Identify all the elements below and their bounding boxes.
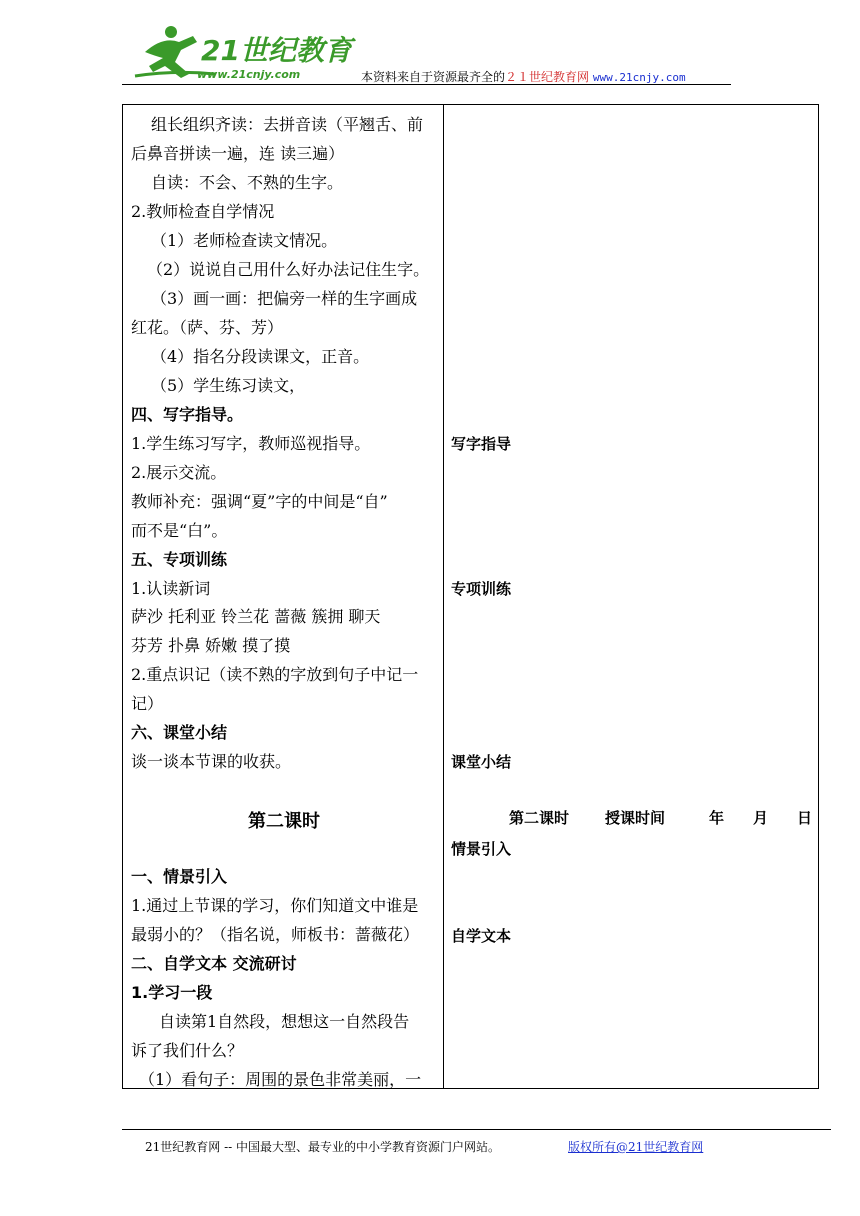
column-divider <box>443 105 444 1088</box>
content-line: 诉了我们什么？ <box>131 1041 244 1060</box>
content-line: 最弱小的？（指名说，师板书：蔷薇花） <box>131 925 420 944</box>
label-class-summary: 课堂小结 <box>451 753 512 771</box>
content-line: 1.通过上节课的学习，你们知道文中谁是 <box>131 896 419 915</box>
content-line: 1.学生练习写字，教师巡视指导。 <box>131 434 371 453</box>
content-line: （3）画一画：把偏旁一样的生字画成 <box>151 289 418 308</box>
content-line: （5）学生练习读文， <box>151 376 306 395</box>
second-lesson-label: 第二课时 <box>509 809 570 827</box>
label-scene-intro: 情景引入 <box>451 840 512 858</box>
vocabulary-line: 萨沙 托利亚 铃兰花 蔷薇 簇拥 聊天 <box>131 607 381 626</box>
footer-text: 21世纪教育网 -- 中国最大型、最专业的中小学教育资源门户网站。 <box>145 1140 501 1154</box>
content-line: 而不是“白”。 <box>131 521 228 540</box>
content-line: 记） <box>131 694 164 713</box>
label-self-study: 自学文本 <box>451 927 512 945</box>
section-heading: 六、课堂小结 <box>131 723 228 742</box>
content-line: 自读第1自然段，想想这一自然段告 <box>159 1012 410 1031</box>
day-label: 日 <box>797 809 813 827</box>
logo-image <box>135 22 352 84</box>
lesson-time-label: 授课时间 <box>605 809 666 827</box>
content-line: 2.教师检查自学情况 <box>131 202 275 221</box>
section-heading: 五、专项训练 <box>131 550 228 569</box>
label-writing-guidance: 写字指导 <box>451 435 512 453</box>
footer-copyright-link[interactable]: 版权所有@21世纪教育网 <box>568 1140 704 1154</box>
footer-rule <box>122 1129 831 1130</box>
header-prefix: 本资料来自于资源最齐全的 <box>361 70 506 84</box>
content-line: 2.展示交流。 <box>131 463 227 482</box>
content-line: 2.重点识记（读不熟的字放到句子中记一 <box>131 665 419 684</box>
year-label: 年 <box>709 809 725 827</box>
subsection-heading: 1.学习一段 <box>131 983 213 1002</box>
header-site-name[interactable]: ２１世纪教育网 <box>505 70 590 84</box>
header-site-url[interactable]: www.21cnjy.com <box>592 71 686 84</box>
logo-text: 21世纪教育 <box>201 34 352 67</box>
section-heading: 二、自学文本 交流研讨 <box>131 954 297 973</box>
header-rule <box>122 84 731 85</box>
label-special-training: 专项训练 <box>451 580 512 598</box>
lesson-table <box>122 104 819 1089</box>
content-line: （1）看句子：周围的景色非常美丽，一 <box>139 1070 422 1089</box>
content-line: 红花。（萨、芬、芳） <box>131 318 284 337</box>
logo-url: www.21cnjy.com <box>197 68 301 81</box>
content-line: （1）老师检查读文情况。 <box>151 231 338 250</box>
second-lesson-title: 第二课时 <box>248 811 320 832</box>
content-line: 1.认读新词 <box>131 579 211 598</box>
content-line: （2）说说自己用什么好办法记住生字。 <box>147 260 430 279</box>
vocabulary-line: 芬芳 扑鼻 娇嫩 摸了摸 <box>131 636 291 655</box>
content-line: 自读：不会、不熟的生字。 <box>151 173 344 192</box>
content-line: 谈一谈本节课的收获。 <box>131 752 292 771</box>
content-line: 教师补充：强调“夏”字的中间是“自” <box>131 492 388 511</box>
content-line: 后鼻音拼读一遍，连 读三遍） <box>131 144 345 163</box>
header-source-line <box>361 68 686 85</box>
content-line: 组长组织齐读：去拼音读（平翘舌、前 <box>151 115 424 134</box>
section-heading: 一、情景引入 <box>131 867 228 886</box>
content-line: （4）指名分段读课文，正音。 <box>151 347 370 366</box>
section-heading: 四、写字指导。 <box>131 405 244 424</box>
month-label: 月 <box>753 809 769 827</box>
